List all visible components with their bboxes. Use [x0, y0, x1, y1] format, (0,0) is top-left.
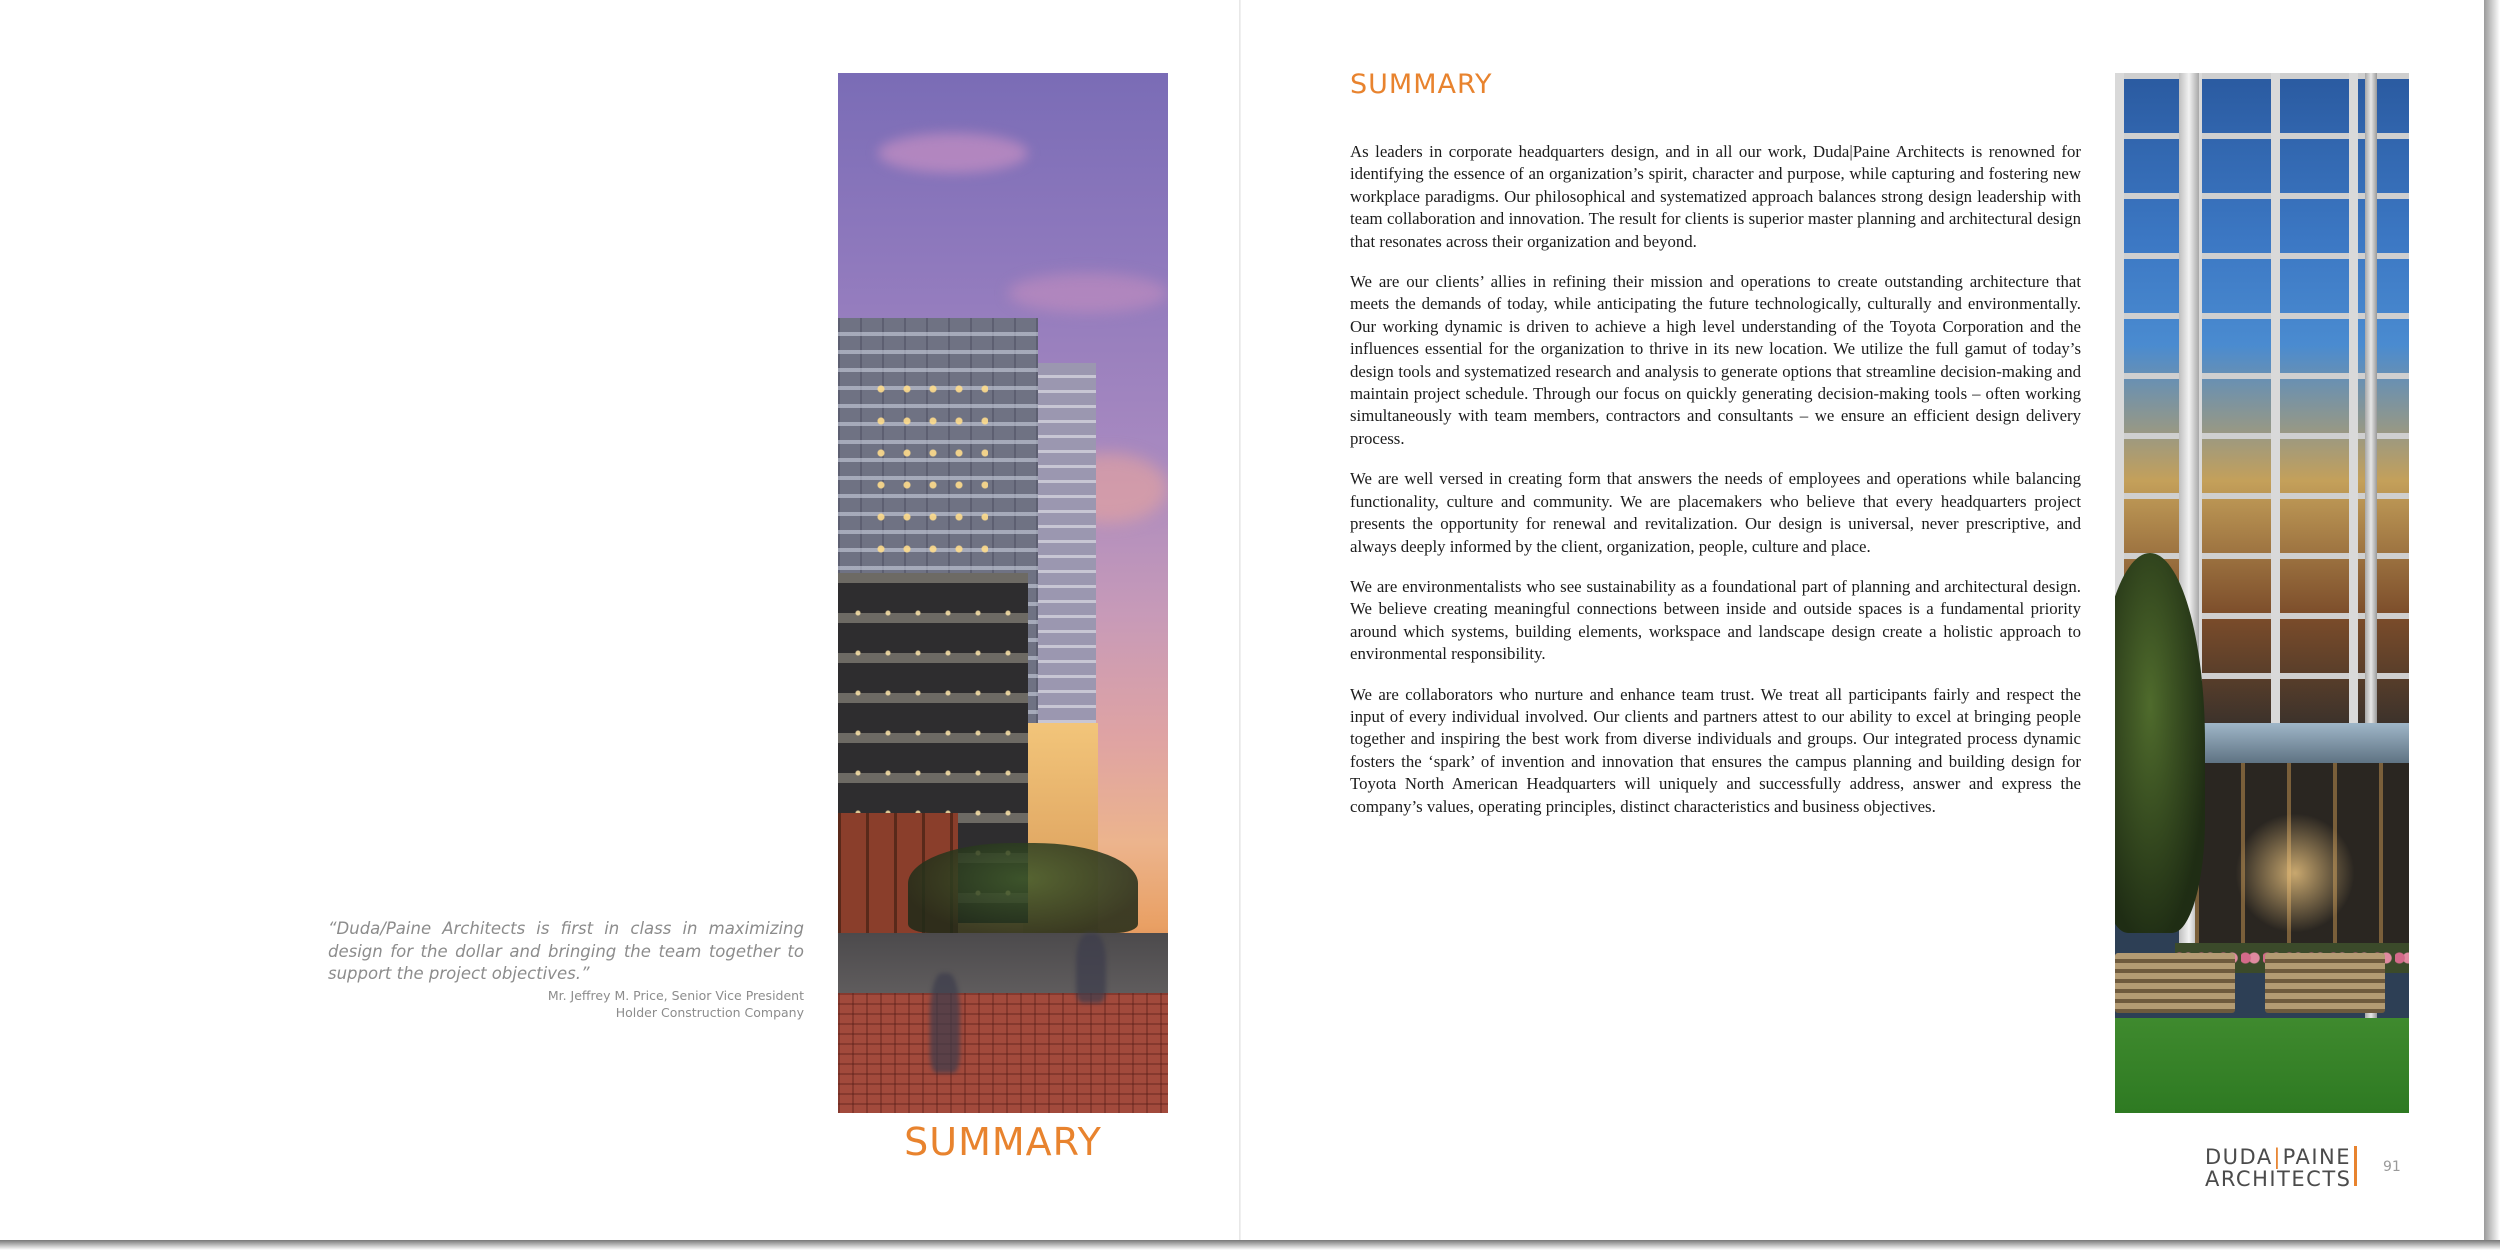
summary-paragraph: We are environmentalists who see sustainability as a foundational part of planning and architectural design. We believe creating meaningful connections between inside and outside spaces is a fundamental priority around which systems, building elements, workspace and landscape design create a holistic approach to environmental responsibility.	[1350, 576, 2081, 664]
logo-divider	[2354, 1146, 2357, 1186]
street	[838, 933, 1168, 993]
page-gutter	[1239, 0, 1241, 1240]
brick-sidewalk	[838, 993, 1168, 1113]
bench	[2115, 953, 2235, 1013]
glass-facade-photo	[2115, 73, 2409, 1113]
lawn	[2115, 1018, 2409, 1113]
attribution-name: Mr. Jeffrey M. Price, Senior Vice President	[547, 988, 804, 1003]
left-page-caption: SUMMARY	[904, 1120, 1102, 1164]
logo-line-2: ARCHITECTS	[2205, 1167, 2352, 1191]
logo-line-1	[2205, 1146, 2351, 1168]
logo-word-duda: DUDA	[2205, 1145, 2273, 1169]
sky-cloud	[1008, 273, 1168, 313]
summary-paragraph: As leaders in corporate headquarters design, and in all our work, Duda|Paine Architects is renowned for identifying the essence of an organization’s spirit, character and purpose, while capturing and fostering new workplace paradigms. Our philosophical and systematized approach balances strong design leadership with team collaboration and innovation. The result for clients is superior master planning and architectural design that resonates across their organization and beyond.	[1350, 142, 2081, 251]
entrance-light	[2235, 813, 2355, 933]
page-title: SUMMARY	[1350, 69, 1493, 100]
page-number: 91	[2383, 1159, 2401, 1175]
client-quote: “Duda/Paine Architects is first in class in maximizing design for the dollar and bringing the team together to support the project objectives.”	[328, 919, 804, 983]
logo-separator: |	[2273, 1145, 2282, 1169]
pedestrian	[930, 973, 960, 1073]
logo-word-paine: PAINE	[2282, 1145, 2351, 1169]
summary-body	[1350, 141, 2081, 836]
summary-paragraph: We are collaborators who nurture and enhance team trust. We treat all participants fairly and respect the input of every individual involved. Our clients and partners attest to our ability to excel at bringing people together and inspiring the best work from diverse individuals and groups. Our integrated process dynamic fosters the ‘spark’ of invention and innovation that ensures the campus planning and building design for Toyota North American Headquarters will uniquely and successfully address, answer and express the company’s values, operating principles, distinct characteristics and business objectives.	[1350, 684, 2081, 816]
bench	[2265, 953, 2385, 1013]
quote-attribution	[440, 987, 804, 1021]
street-trees	[908, 843, 1138, 933]
pedestrian	[1076, 933, 1106, 1003]
summary-paragraph: We are our clients’ allies in refining their mission and operations to create outstanding architecture that meets the demands of today, while anticipating the future technologically, culturally and environmentally. Our working dynamic is driven to achieve a high level understanding of the Toyota Corporation and the influences essential for the organization to thrive in its new location. We utilize the full gamut of today’s design tools and systematized research and analysis to generate options that streamline decision-making and maintain project schedule. Through our focus on quickly generating decision-making tools – often working simultaneously with team members, contractors and consultants – we ensure an efficient design delivery process.	[1350, 272, 2081, 448]
attribution-company: Holder Construction Company	[615, 1005, 804, 1020]
duda-paine-logo	[2205, 1146, 2351, 1190]
sky-cloud	[878, 133, 1028, 173]
page-edge-shadow	[0, 1240, 2500, 1250]
page-edge-shadow	[2484, 0, 2500, 1250]
tower-dusk-photo	[838, 73, 1168, 1113]
summary-paragraph: We are well versed in creating form that answers the needs of employees and operations while balancing functionality, culture and community. We are placemakers who believe that every headquarters project presents the opportunity for renewal and revitalization. Our design is universal, never prescriptive, and always deeply informed by the client, organization, people, culture and place.	[1350, 469, 2081, 556]
